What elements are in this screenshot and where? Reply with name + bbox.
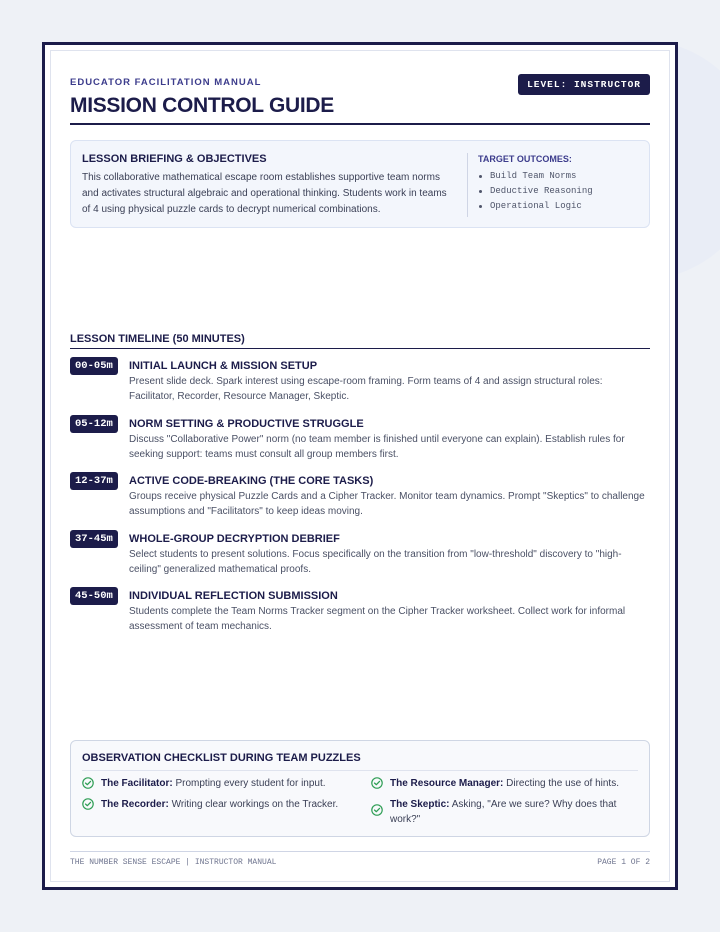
timeline-item: [70, 357, 650, 415]
timeline-item-description: Students complete the Team Norms Tracker segment on the Cipher Tracker worksheet. Collect work for informal assessment of team mechanics.: [129, 606, 626, 632]
target-outcomes: [478, 154, 593, 214]
time-badge: 05-12m: [70, 415, 118, 433]
timeline-item-title: ACTIVE CODE-BREAKING (THE CORE TASKS): [129, 475, 374, 487]
document-page: [42, 42, 678, 890]
outcome-item: Build Team Norms: [478, 169, 593, 184]
manual-eyebrow: EDUCATOR FACILITATION MANUAL: [70, 77, 262, 88]
checklist-text: Directing the use of hints.: [503, 778, 619, 789]
timeline-item-description: Groups receive physical Puzzle Cards and a Cipher Tracker. Monitor team dynamics. Prompt "Skeptics" to challenge assumptions and "Facilitators" to keep ideas moving.: [129, 491, 645, 517]
page-header: [70, 77, 650, 118]
timeline-item-body: [129, 590, 650, 634]
lesson-timeline: [70, 357, 650, 645]
observation-checklist: [70, 740, 650, 837]
timeline-item: [70, 530, 650, 588]
checklist-role: The Facilitator:: [101, 778, 173, 789]
timeline-item-body: [129, 533, 650, 577]
checklist-role: The Resource Manager:: [390, 778, 504, 789]
briefing-heading: LESSON BRIEFING & OBJECTIVES: [82, 153, 267, 165]
timeline-item-description: Discuss "Collaborative Power" norm (no team member is finished until everyone can explain). Establish rules for seeking support: teams must consult all group members first.: [129, 433, 625, 460]
check-circle-icon: [82, 798, 94, 810]
lesson-briefing-panel: [70, 140, 650, 228]
timeline-item-title: NORM SETTING & PRODUCTIVE STRUGGLE: [129, 417, 364, 430]
time-badge: 12-37m: [70, 472, 118, 490]
check-circle-icon: [82, 777, 94, 789]
header-divider: [70, 123, 650, 125]
briefing-text: This collaborative mathematical escape room establishes supportive team norms and activates structural algebraic and operational thinking. Students work in teams of 4 using physical puzzle cards to decrypt numerical combinations.: [82, 172, 447, 215]
checklist-item: [82, 797, 362, 812]
footer-divider: [70, 851, 650, 852]
time-badge: 37-45m: [70, 530, 118, 548]
checklist-item: [371, 776, 641, 791]
level-badge: LEVEL: INSTRUCTOR: [518, 74, 650, 95]
page-title: MISSION CONTROL GUIDE: [70, 94, 334, 117]
timeline-item-body: [129, 418, 650, 462]
time-badge: 00-05m: [70, 357, 118, 375]
checklist-divider: [82, 770, 638, 771]
timeline-item-body: [129, 475, 650, 519]
checklist-text: Asking, "Are we sure? Why does that work?": [390, 799, 617, 825]
timeline-item-description: Present slide deck. Spark interest using escape-room framing. Form teams of 4 and assign structural roles: Facilitator, Recorder, Resource Manager, Skeptic.: [129, 376, 603, 402]
timeline-item: [70, 472, 650, 530]
checklist-item: [371, 797, 641, 827]
timeline-item-title: INDIVIDUAL REFLECTION SUBMISSION: [129, 590, 338, 602]
timeline-item-description: Select students to present solutions. Focus specifically on the transition from "low-threshold" discovery to "high-ceiling" generalized mathematical proofs.: [129, 548, 622, 575]
outcome-item: Deductive Reasoning: [478, 184, 593, 199]
timeline-item: [70, 587, 650, 645]
time-badge: 45-50m: [70, 587, 118, 605]
checklist-text: Writing clear workings on the Tracker.: [168, 799, 339, 810]
timeline-divider: [70, 348, 650, 349]
check-circle-icon: [371, 777, 383, 789]
page-inner-border: [50, 50, 670, 882]
timeline-heading: LESSON TIMELINE (50 MINUTES): [70, 333, 245, 345]
timeline-item-body: [129, 360, 650, 404]
briefing-objectives: [82, 153, 457, 218]
timeline-item-title: INITIAL LAUNCH & MISSION SETUP: [129, 360, 318, 372]
footer-document-title: THE NUMBER SENSE ESCAPE | INSTRUCTOR MANUAL: [70, 858, 277, 867]
checklist-role: The Recorder:: [101, 799, 169, 810]
outcomes-list: [478, 169, 593, 214]
checklist-role: The Skeptic:: [390, 799, 450, 810]
check-circle-icon: [371, 804, 383, 816]
checklist-item: [82, 776, 362, 791]
timeline-item: [70, 415, 650, 473]
outcomes-heading: TARGET OUTCOMES:: [478, 154, 572, 164]
checklist-heading: OBSERVATION CHECKLIST DURING TEAM PUZZLES: [82, 752, 361, 764]
timeline-item-title: WHOLE-GROUP DECRYPTION DEBRIEF: [129, 532, 340, 545]
page-number: PAGE 1 OF 2: [597, 858, 650, 867]
outcome-item: Operational Logic: [478, 199, 593, 214]
checklist-text: Prompting every student for input.: [172, 778, 326, 789]
briefing-divider: [467, 153, 468, 217]
